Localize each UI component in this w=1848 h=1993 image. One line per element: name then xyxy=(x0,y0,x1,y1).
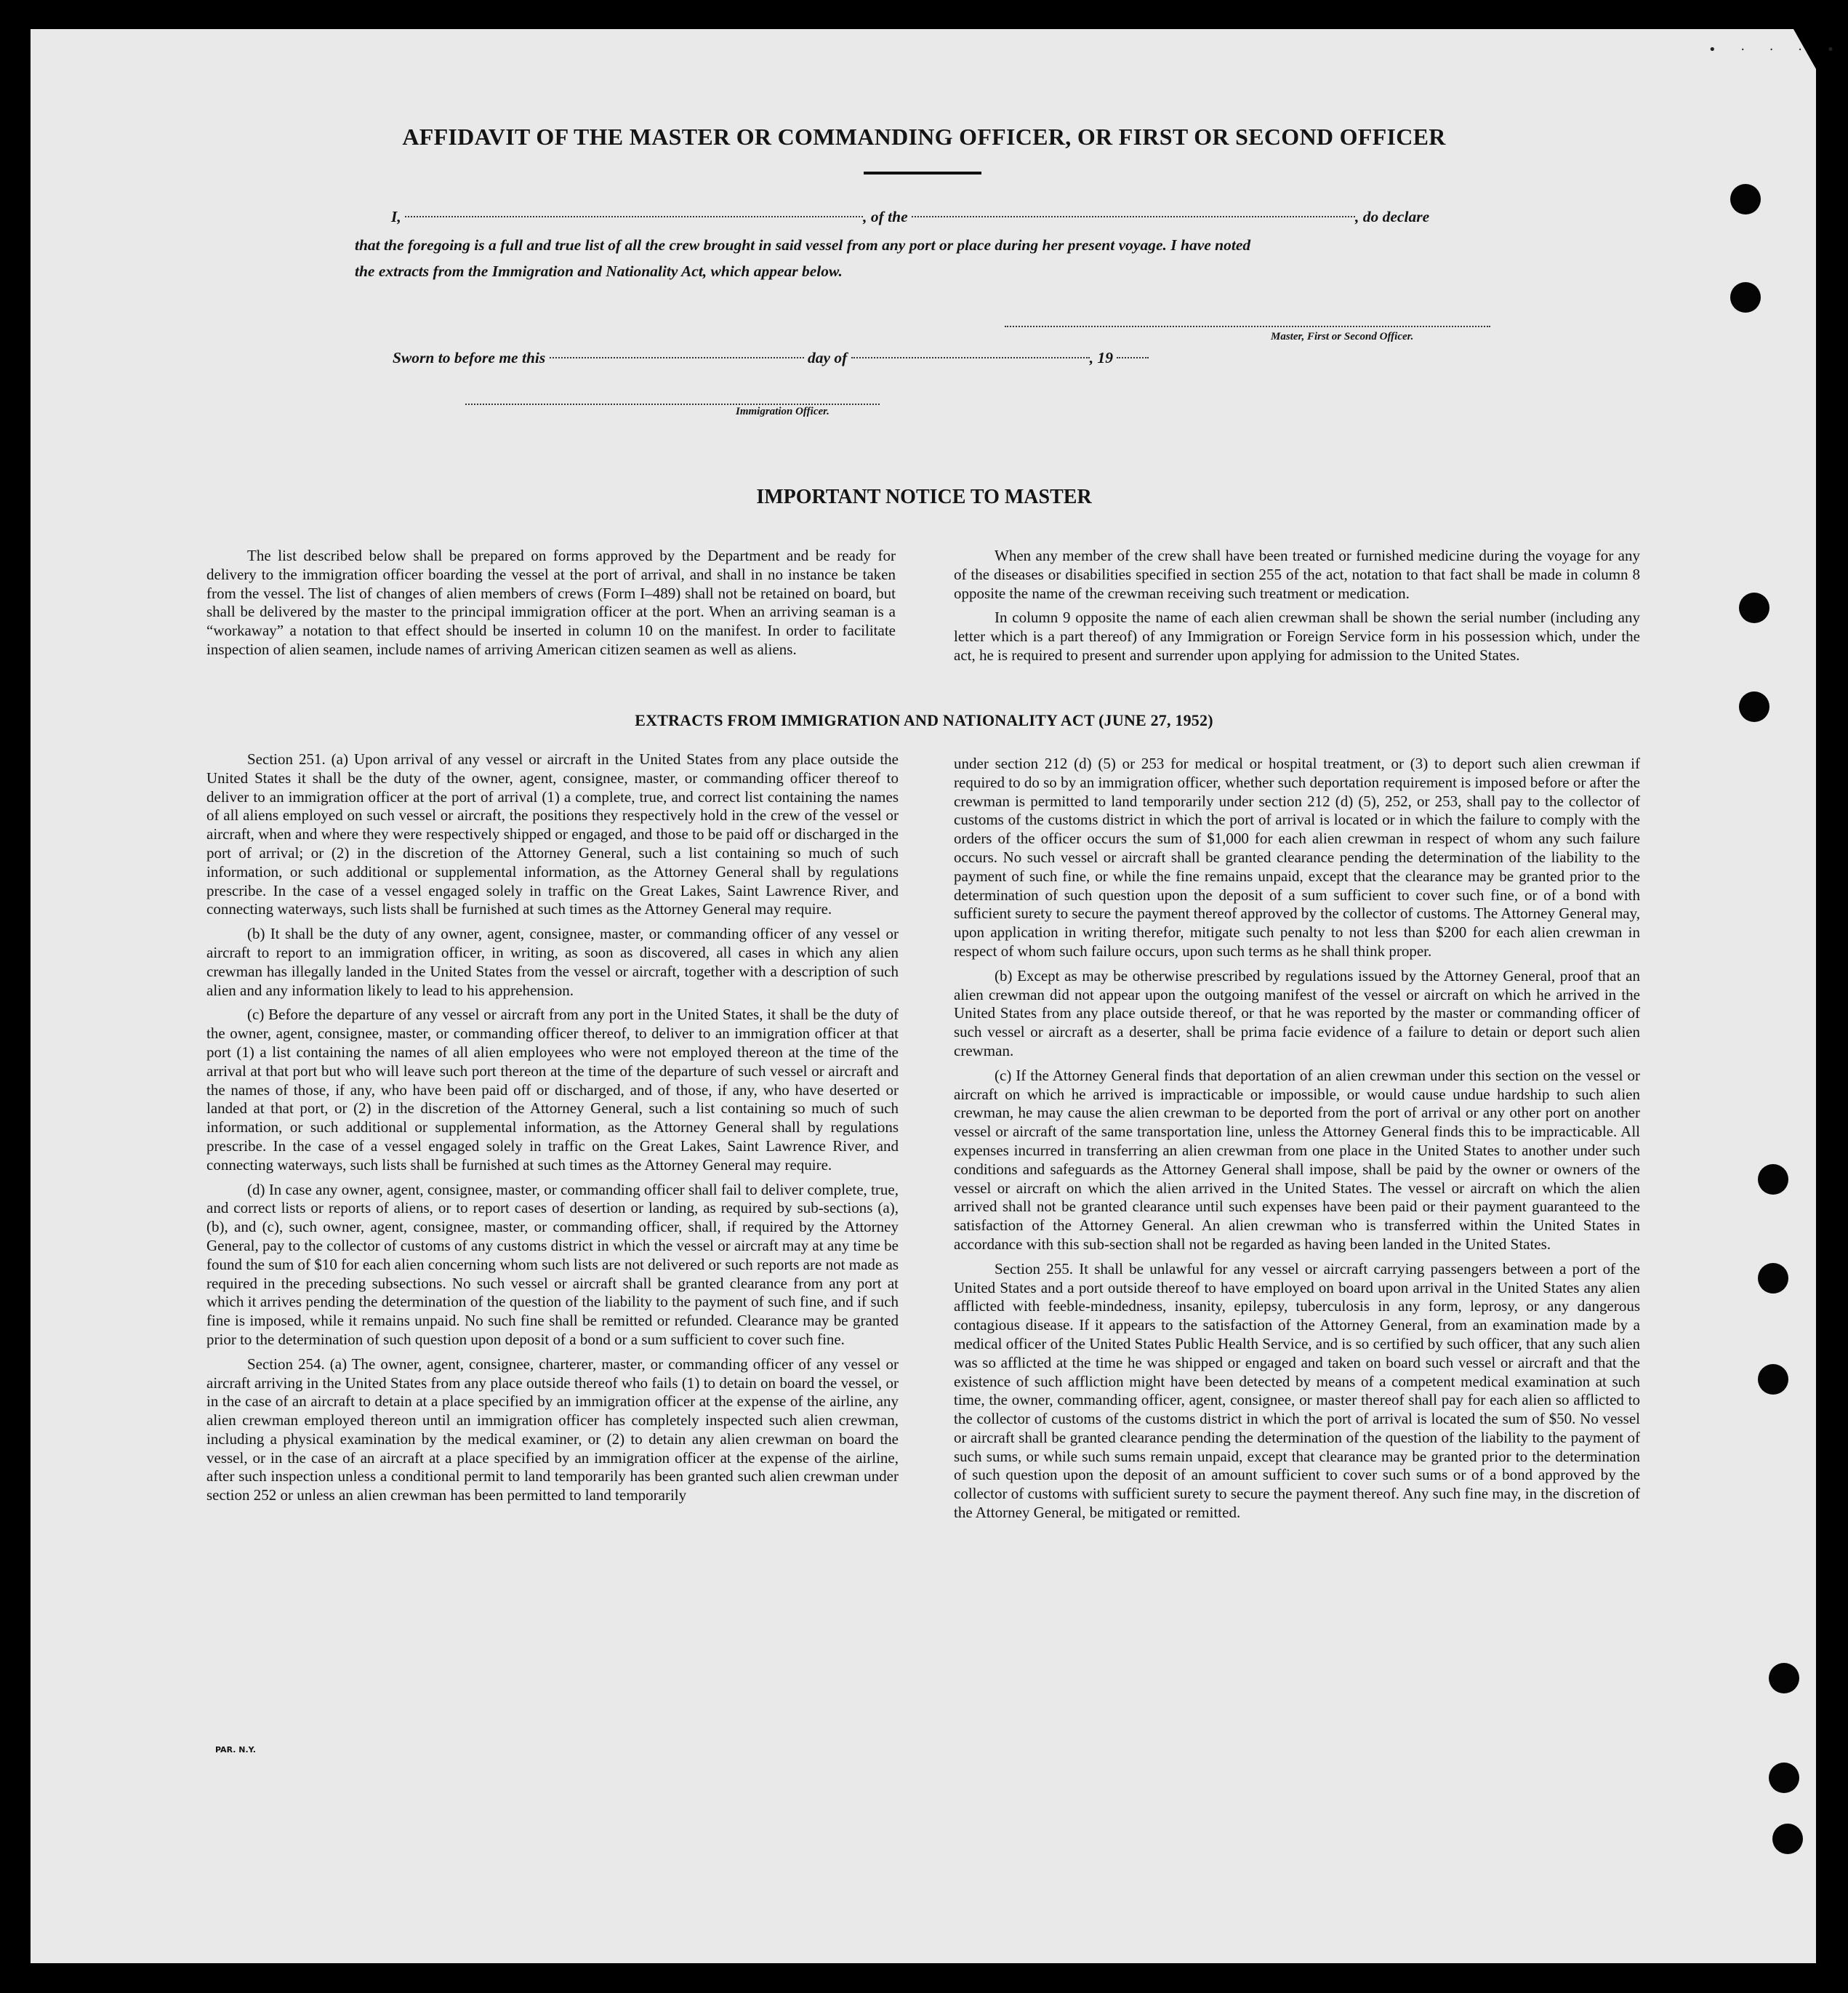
act-section-paragraph: (c) If the Attorney General finds that deportation of an alien crewman under this section on the vessel or aircraft on which he arrived is impracticable or impossible, or would cause undue hardship to such alien crewman, he may cause the alien crewman to be deported from the port of arrival or any other port on another vessel or aircraft of the same transportation line, unless the Attorney General finds this to be impracticable. All expenses incurred in transferring an alien crewman from one place in the United States to another under such conditions and safeguards as the Attorney General shall impose, shall be paid by the owner or owners of the vessel or aircraft on which the alien arrived in the United States. The vessel or aircraft on which the alien arrived shall not be granted clearance until such expenses have been paid or their payment guaranteed to the satisfaction of the Attorney General. An alien crewman who is transferred within the United States in accordance with this sub-section shall not be regarded as having been landed in the United States. xyxy=(954,1066,1640,1253)
do-declare-label: , do declare xyxy=(1355,208,1430,225)
sworn-label: Sworn to before me this xyxy=(393,349,546,366)
sworn-line xyxy=(393,349,1149,367)
act-section-paragraph: under section 212 (d) (5) or 253 for medical or hospital treatment, or (3) to deport such alien crewman if required to do so by an immigration officer, whether such deportation requirement is imposed before or after the crewman is permitted to land temporarily under section 212 (d) (5), 252, or 253, shall pay to the collector of customs of the customs district in which the port of arrival is located or in which the failure to comply with the orders of the officer occurs the sum of $1,000 for each alien crewman in respect of whom any such failure occurs. No such vessel or aircraft shall be granted clearance pending the determination of the liability to the payment of such fine, or while the fine remains unpaid, except that the clearance may be granted prior to the determination of such question upon the deposit of a sum sufficient to cover such fine, or of a bond with sufficient surety to secure the payment thereof approved by the collector of customs. The Attorney General may, upon application in writing therefor, mitigate such penalty to not less than $200 for each alien crewman in respect of whom such failure occurs, upon such terms as he shall think proper. xyxy=(954,755,1640,960)
vessel-blank[interactable] xyxy=(912,216,1355,217)
master-signature-line[interactable] xyxy=(1005,326,1490,327)
act-section-paragraph: Section 251. (a) Upon arrival of any vessel or aircraft in the United States from any place outside the United States it shall be the duty of the owner, agent, consignee, master, or commanding officer thereof to deliver to an immigration officer at the port of arrival (1) a complete, true, and correct list containing the names of all aliens employed on such vessel or aircraft, the positions they respectively hold in the crew of the vessel or aircraft, when and where they were respectively shipped or engaged, and those to be paid off or discharged in the port of arrival; or (2) in the discretion of the Attorney General, such a list containing so much of such information, or such additional or supplemental information, as the Attorney General shall by regulations prescribe. In the case of a vessel engaged solely in traffic on the Great Lakes, Saint Lawrence River, and connecting waterways, such lists shall be furnished at such times as the Attorney General may require. xyxy=(206,750,899,918)
sworn-day-blank[interactable] xyxy=(550,357,804,358)
year-label: , 19 xyxy=(1089,349,1113,366)
declaration-line-3: the extracts from the Immigration and Nationality Act, which appear below. xyxy=(355,262,843,280)
name-blank[interactable] xyxy=(405,216,863,217)
act-section-paragraph: Section 255. It shall be unlawful for any vessel or aircraft carrying passengers between a port of the United States and a port outside thereof to have employed on board upon arrival in the United States any alien afflicted with feeble-mindedness, insanity, epilepsy, tuberculosis in any form, leprosy, or any dangerous contagious disease. If it appears to the satisfaction of the Attorney General, from an examination made by a medical officer of the United States Public Health Service, and is so certified by such officer, that any such alien was so afflicted at the time he was shipped or engaged and taken on board such vessel or aircraft and that the existence of such affliction might have been detected by means of a competent medical examination at such time, the owner, commanding officer, agent, consignee, or master thereof shall pay for each alien so afflicted to the collector of customs of the customs district in which the port of arrival is located the sum of $50. No vessel or aircraft shall be granted clearance pending the determination of the question of the liability to the payment of such sums, or while such sums remain unpaid, except that clearance may be granted prior to the determination of such question upon the deposit of an amount sufficient to cover such sums or of a bond approved by the collector of customs with sufficient surety to secure the payment thereof. Any such fine may, in the discretion of the Attorney General, be mitigated or remitted. xyxy=(954,1259,1640,1522)
officer-signature-label: Immigration Officer. xyxy=(736,406,829,417)
act-section-paragraph: (d) In case any owner, agent, consignee, master, or commanding officer shall fail to deliver complete, true, and correct lists or reports of aliens, or to report cases of desertion or landing, as required by sub-sections (a), (b), and (c), such owner, agent, consignee, master, or commanding officer, shall, if required by the Attorney General, pay to the collector of customs of any customs district in which the vessel or aircraft may at any time be found the sum of $10 for each alien concerning whom such lists are not delivered or such reports are not made as required in the preceding subsections. No such vessel or aircraft shall be granted clearance from any port at which it arrives pending the determination of the question of the liability to the payment of such fine, and if such fine is imposed, while it remains unpaid. No such fine shall be remitted or refunded. Clearance may be granted prior to the determination of such question upon deposit of a bond or a sum sufficient to cover such fine. xyxy=(206,1180,899,1348)
notice-paragraph: The list described below shall be prepared on forms approved by the Department and be ready for delivery to the immigration officer boarding the vessel at the port of arrival, and shall in no instance be taken from the vessel. The list of changes of alien members of crews (Form I–489) shall not be retained on board, but shall be delivered by the master to the principal immigration officer at the port. When an arriving seaman is a “workaway” a notation to that effect should be inserted in column 10 on the manifest. In order to facilitate inspection of alien seamen, include names of arriving American citizen seamen as well as aliens. xyxy=(206,547,896,658)
punch-hole xyxy=(1772,1824,1803,1854)
scan-specks: • · · · • xyxy=(1708,42,1845,57)
act-section-paragraph: (b) Except as may be otherwise prescribed by regulations issued by the Attorney General, proof that an alien crewman did not appear upon the outgoing manifest of the vessel or aircraft on which he arrived in the United States from any place outside thereof, or that he was reported by the master or commanding officer of such vessel or aircraft as a deserter, shall be prima facie evidence of a failure to detain or deport such alien crewman. xyxy=(954,966,1640,1059)
punch-hole xyxy=(1758,1263,1788,1294)
day-of-label: day of xyxy=(808,349,848,366)
title-divider xyxy=(864,172,981,175)
sworn-year-blank[interactable] xyxy=(1117,357,1149,358)
notice-paragraph: When any member of the crew shall have been treated or furnished medicine during the voyage for any of the diseases or disabilities specified in section 255 of the act, notation to that fact shall be made in column 8 opposite the name of the crewman receiving such treatment or medication. xyxy=(954,547,1640,602)
printer-imprint: PAR. N.Y. xyxy=(215,1745,256,1755)
of-the-label: , of the xyxy=(863,208,908,225)
master-signature-label: Master, First or Second Officer. xyxy=(1271,331,1414,342)
notice-paragraph: In column 9 opposite the name of each alien crewman shall be shown the serial number (including any letter which is a part thereof) of any Immigration or Foreign Service form in his possession which, under the act, he is required to present and surrender upon applying for admission to the United States. xyxy=(954,609,1640,664)
punch-hole xyxy=(1739,593,1769,623)
extracts-right-column xyxy=(954,755,1640,1744)
extracts-left-column xyxy=(206,750,899,1739)
officer-signature-line[interactable] xyxy=(465,404,880,405)
punch-hole xyxy=(1730,282,1761,313)
punch-hole xyxy=(1730,184,1761,214)
punch-hole xyxy=(1769,1663,1799,1693)
punch-hole xyxy=(1769,1763,1799,1793)
declaration-line-2: that the foregoing is a full and true list of all the crew brought in said vessel from any port or place during her present voyage. I have noted xyxy=(355,236,1251,254)
notice-right-column xyxy=(954,547,1640,704)
punch-hole xyxy=(1758,1364,1788,1395)
notice-title: IMPORTANT NOTICE TO MASTER xyxy=(756,486,1092,508)
i-label: I, xyxy=(391,208,401,225)
sworn-month-blank[interactable] xyxy=(851,357,1090,358)
punch-hole xyxy=(1758,1164,1788,1195)
act-section-paragraph: (c) Before the departure of any vessel or aircraft from any port in the United States, it shall be the duty of the owner, agent, consignee, master, or commanding officer thereof, to deliver to an immigration officer at that port (1) a list containing the names of all alien employees who were not employed thereon at the time of the arrival at that port but who will leave such port thereon at the time of the departure of such vessel or aircraft and the names of those, if any, who have been paid off or discharged, and of those, if any, who have deserted or landed at that port, or (2) in the discretion of the Attorney General, such a list containing so much of such information, or such additional or supplemental information, as the Attorney General shall by regulations prescribe. In the case of a vessel engaged solely in traffic on the Great Lakes, Saint Lawrence River, and connecting waterways, such lists shall be furnished at such times as the Attorney General may require. xyxy=(206,1006,899,1174)
affidavit-title: AFFIDAVIT OF THE MASTER OR COMMANDING OFFICER, OR FIRST OR SECOND OFFICER xyxy=(402,124,1446,150)
act-section-paragraph: Section 254. (a) The owner, agent, consignee, charterer, master, or commanding officer of any vessel or aircraft arriving in the United States from any place outside thereof who fails (1) to detain on board the vessel, or in the case of an aircraft to detain at a place specified by an immigration officer at the expense of the airline, any alien crewman employed thereon until an immigration officer has completely inspected such alien crewman, including a physical examination by the medical examiner, or (2) to detain any alien crewman on board the vessel, or in the case of an aircraft at a place specified by an immigration officer at the expense of the airline, after such inspection unless a conditional permit to land temporarily has been granted such alien crewman under section 252 or unless an alien crewman has been permitted to land temporarily xyxy=(206,1355,899,1504)
act-section-paragraph: (b) It shall be the duty of any owner, agent, consignee, master, or commanding officer of any vessel or aircraft to report to an immigration officer, in writing, as soon as discovered, all cases in which any alien crewman has illegally landed in the United States from the vessel or aircraft, together with a description of such alien and any information likely to lead to his apprehension. xyxy=(206,925,899,999)
extracts-title: EXTRACTS FROM IMMIGRATION AND NATIONALITY ACT (JUNE 27, 1952) xyxy=(635,711,1213,729)
declaration-line-1 xyxy=(391,208,1429,226)
notice-left-column xyxy=(206,547,896,702)
